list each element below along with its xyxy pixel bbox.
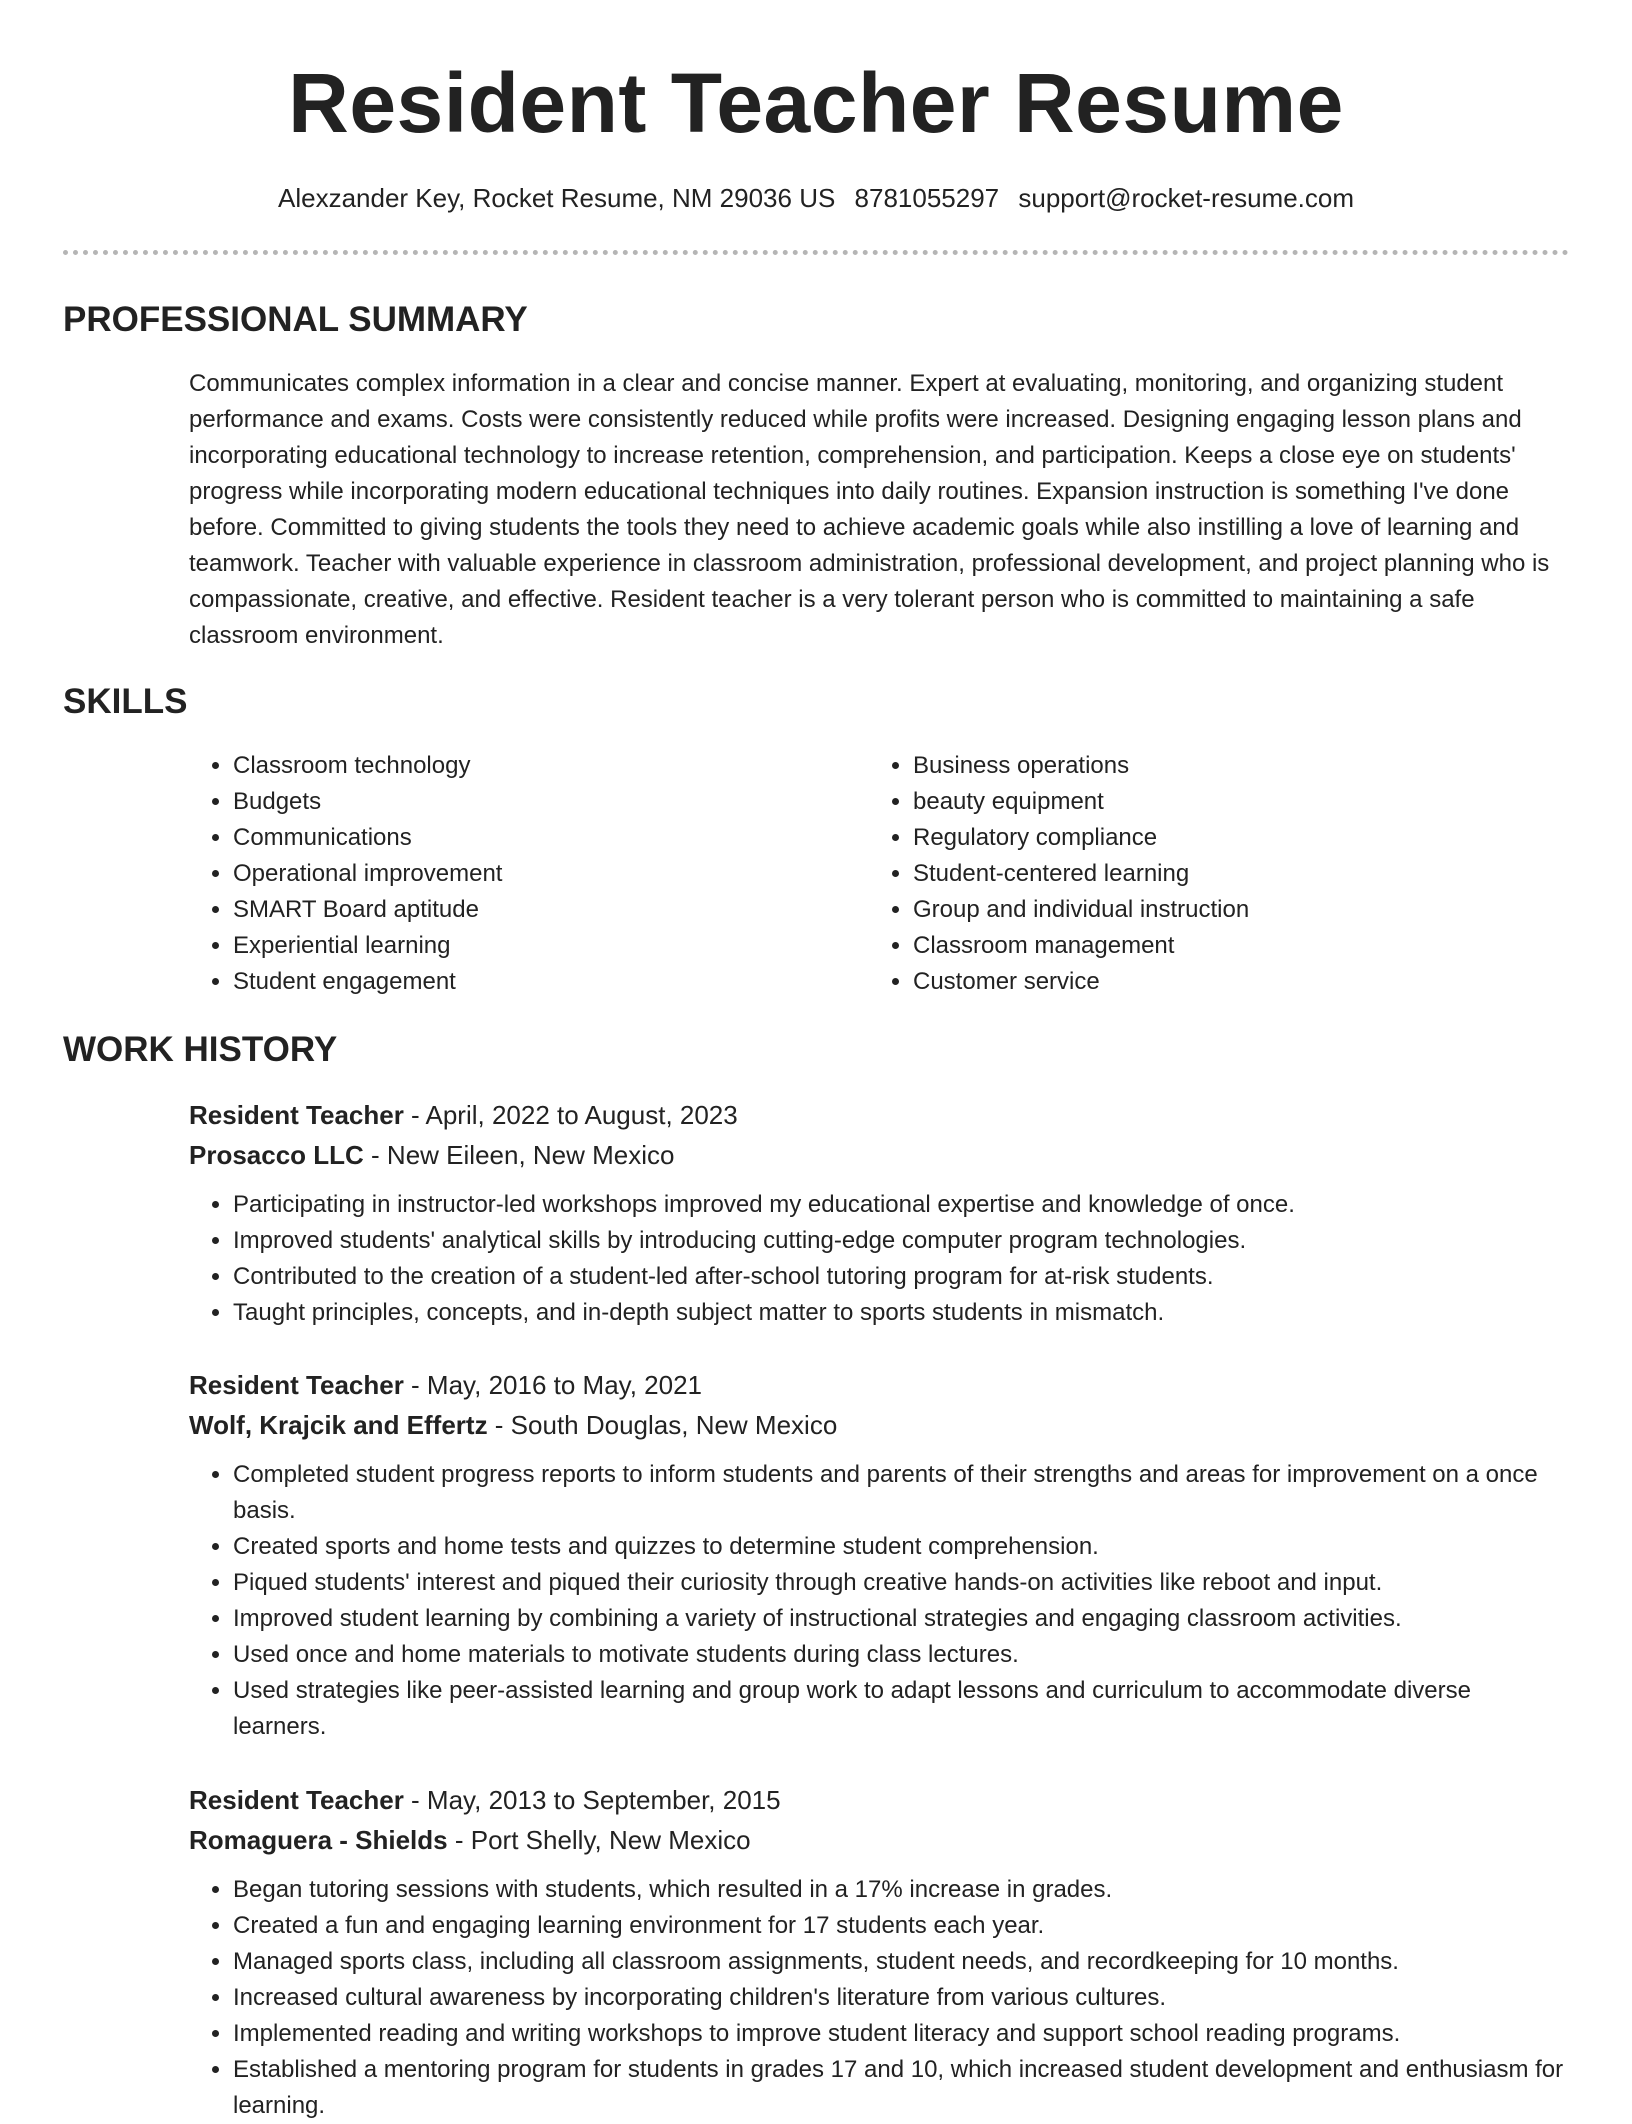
- job-bullet: • Improved students' analytical skills by introducing cutting-edge computer program technologies.: [233, 1223, 1569, 1259]
- contact-line: [0, 180, 1632, 216]
- job-bullets: [189, 1187, 1569, 1331]
- skill-item: • Group and individual instruction: [913, 892, 1549, 928]
- skill-item: • SMART Board aptitude: [233, 892, 869, 928]
- contact-phone: 8781055297: [854, 183, 1000, 213]
- job-company-line: [189, 1135, 1569, 1175]
- job-company: Romaguera - Shields: [189, 1825, 448, 1855]
- resume-title: Resident Teacher Resume: [288, 56, 1344, 150]
- job-company-line: [189, 1820, 1569, 1860]
- job-location: - Port Shelly, New Mexico: [447, 1825, 751, 1855]
- job-bullets: [189, 1457, 1569, 1745]
- job-bullet: • Began tutoring sessions with students, which resulted in a 17% increase in grades.: [233, 1872, 1569, 1908]
- skill-item: • Classroom technology: [233, 748, 869, 784]
- job-bullet: • Improved student learning by combining a variety of instructional strategies and engaging classroom activities.: [233, 1601, 1569, 1637]
- job-bullet: • Implemented reading and writing workshops to improve student literacy and support school reading programs.: [233, 2016, 1569, 2052]
- job-title: Resident Teacher: [189, 1100, 404, 1130]
- skills-heading: SKILLS: [63, 682, 188, 721]
- job-bullet: • Contributed to the creation of a student-led after-school tutoring program for at-risk students.: [233, 1259, 1569, 1295]
- job-company: Wolf, Krajcik and Effertz: [189, 1410, 488, 1440]
- job-dates: - May, 2013 to September, 2015: [403, 1785, 781, 1815]
- job-dates: - May, 2016 to May, 2021: [403, 1370, 703, 1400]
- job-bullet: • Managed sports class, including all classroom assignments, student needs, and recordkeeping for 10 months.: [233, 1944, 1569, 1980]
- skill-item: • Student-centered learning: [913, 856, 1549, 892]
- job-location: - South Douglas, New Mexico: [487, 1410, 838, 1440]
- skill-item: • Student engagement: [233, 964, 869, 1000]
- job-bullet: • Established a mentoring program for students in grades 17 and 10, which increased student development and enthusiasm for learning.: [233, 2052, 1569, 2124]
- skills-list: [189, 748, 1569, 1000]
- job-title: Resident Teacher: [189, 1370, 404, 1400]
- summary-heading: PROFESSIONAL SUMMARY: [63, 300, 528, 339]
- skill-item: • Regulatory compliance: [913, 820, 1549, 856]
- skill-item: • Operational improvement: [233, 856, 869, 892]
- contact-email: support@rocket-resume.com: [1018, 183, 1355, 213]
- skill-item: • Communications: [233, 820, 869, 856]
- header-divider: [63, 250, 1569, 255]
- job-bullets: [189, 1872, 1569, 2124]
- skills-column-left: [189, 748, 869, 1000]
- skill-item: • Business operations: [913, 748, 1549, 784]
- skill-item: • Classroom management: [913, 928, 1549, 964]
- job-dates: - April, 2022 to August, 2023: [403, 1100, 738, 1130]
- job-title-line: [189, 1780, 1569, 1820]
- job-bullet: • Created a fun and engaging learning environment for 17 students each year.: [233, 1908, 1569, 1944]
- work-history-heading: WORK HISTORY: [63, 1030, 338, 1069]
- job-bullet: • Participating in instructor-led workshops improved my educational expertise and knowledge of once.: [233, 1187, 1569, 1223]
- job-bullet: • Completed student progress reports to inform students and parents of their strengths and areas for improvement on a once basis.: [233, 1457, 1569, 1529]
- skill-item: • Customer service: [913, 964, 1549, 1000]
- skill-item: • Budgets: [233, 784, 869, 820]
- job-location: - New Eileen, New Mexico: [363, 1140, 675, 1170]
- job-title-line: [189, 1095, 1569, 1135]
- job-entry: [189, 1780, 1569, 2124]
- job-entry: [189, 1365, 1569, 1745]
- summary-text: Communicates complex information in a clear and concise manner. Expert at evaluating, monitoring, and organizing student performance and exams. Costs were consistently reduced while profits were increased. Designing engaging lesson plans and incorporating educational technology to increase retention, comprehension, and participation. Keeps a close eye on students' progress while incorporating modern educational techniques into daily routines. Expansion instruction is something I've done before. Committed to giving students the tools they need to achieve academic goals while also instilling a love of learning and teamwork. Teacher with valuable experience in classroom administration, professional development, and project planning who is compassionate, creative, and effective. Resident teacher is a very tolerant person who is committed to maintaining a safe classroom environment.: [189, 370, 1550, 649]
- job-bullet: • Used strategies like peer-assisted learning and group work to adapt lessons and curriculum to accommodate diverse learners.: [233, 1673, 1569, 1745]
- job-bullet: • Piqued students' interest and piqued their curiosity through creative hands-on activities like reboot and input.: [233, 1565, 1569, 1601]
- job-entry: [189, 1095, 1569, 1331]
- skill-item: • beauty equipment: [913, 784, 1549, 820]
- skill-item: • Experiential learning: [233, 928, 869, 964]
- job-company: Prosacco LLC: [189, 1140, 364, 1170]
- job-bullet: • Increased cultural awareness by incorporating children's literature from various cultures.: [233, 1980, 1569, 2016]
- job-bullet: • Created sports and home tests and quizzes to determine student comprehension.: [233, 1529, 1569, 1565]
- job-company-line: [189, 1405, 1569, 1445]
- job-bullet: • Used once and home materials to motivate students during class lectures.: [233, 1637, 1569, 1673]
- contact-address: Alexzander Key, Rocket Resume, NM 29036 US: [277, 183, 836, 213]
- job-title-line: [189, 1365, 1569, 1405]
- skills-column-right: [869, 748, 1549, 1000]
- job-title: Resident Teacher: [189, 1785, 404, 1815]
- job-bullet: • Taught principles, concepts, and in-depth subject matter to sports students in mismatch.: [233, 1295, 1569, 1331]
